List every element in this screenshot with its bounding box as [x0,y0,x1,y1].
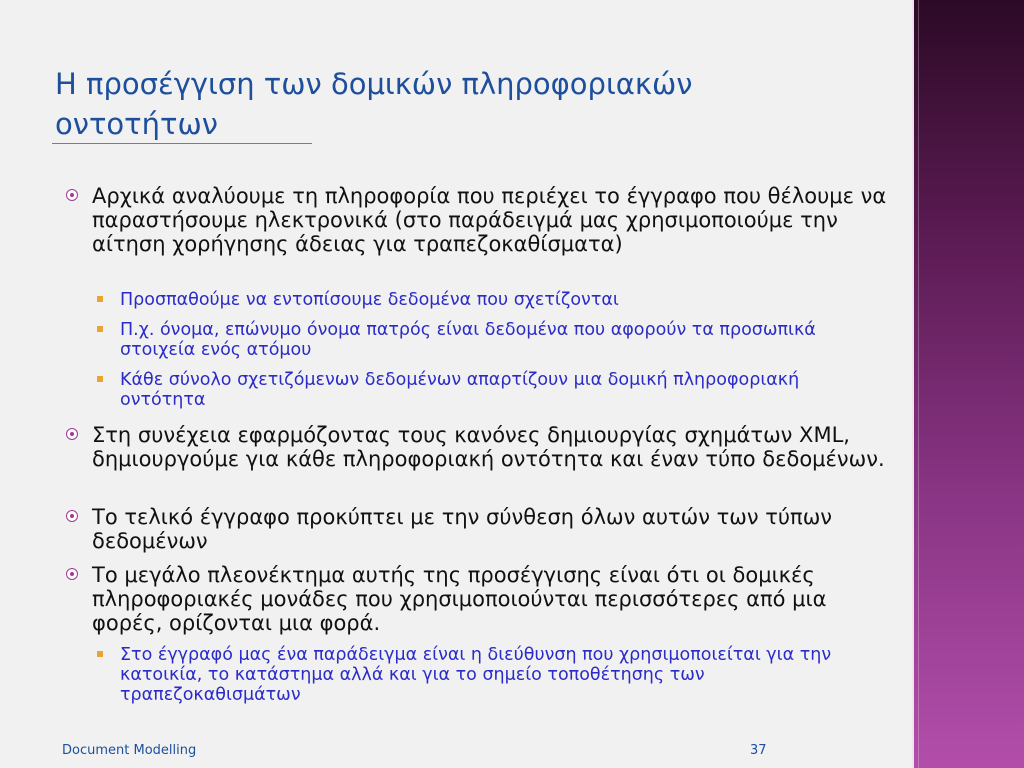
sub-bullet-item [120,290,880,310]
circle-bullet-icon [66,568,78,580]
square-bullet-icon [97,376,103,382]
bullet-item [92,423,892,471]
bullet-text: Το μεγάλο πλεονέκτημα αυτής της προσέγγισης είναι ότι οι δομικές πληροφοριακές μονάδες που χρησιμοποιούνται περισσότερες από μια φορές, ορίζονται μια φορά. [92,563,827,635]
square-bullet-icon [97,296,103,302]
sub-bullet-item [120,370,880,410]
square-bullet-icon [97,651,103,657]
page-number: 37 [750,743,767,758]
sub-bullet-text: Κάθε σύνολο σχετιζόμενων δεδομένων απαρτίζουν μια δομική πληροφοριακή οντότητα [120,370,800,410]
circle-bullet-icon [66,189,78,201]
circle-bullet-icon [66,510,78,522]
sub-bullet-text: Π.χ. όνομα, επώνυμο όνομα πατρός είναι δεδομένα που αφορούν τα προσωπικά στοιχεία ενός ατόμου [120,320,816,360]
bullet-text: Αρχικά αναλύουμε τη πληροφορία που περιέχει το έγγραφο που θέλουμε να παραστήσουμε ηλεκτρονικά (στο παράδειγμά μας χρησιμοποιούμε την αίτηση χορήγησης άδειας για τραπεζοκαθίσματα) [92,184,887,256]
bullet-item [92,505,892,553]
footer-title: Document Modelling [62,743,197,758]
sub-bullet-item [120,645,880,705]
sub-bullet-text: Προσπαθούμε να εντοπίσουμε δεδομένα που σχετίζονται [120,290,619,310]
bullet-item [92,563,892,635]
circle-bullet-icon [66,428,78,440]
bullet-text: Στη συνέχεια εφαρμόζοντας τους κανόνες δημιουργίας σχημάτων XML, δημιουργούμε για κάθε πληροφοριακή οντότητα και έναν τύπο δεδομένων. [92,423,885,471]
slide-title-line-2: οντοτήτων [55,107,218,141]
decorative-side-band [912,0,1024,768]
bullet-item [92,184,892,256]
sub-bullet-item [120,320,880,360]
bullet-text: Το τελικό έγγραφο προκύπτει με την σύνθεση όλων αυτών των τύπων δεδομένων [92,505,833,553]
slide-title-line-1: Η προσέγγιση των δομικών πληροφοριακών [55,67,693,101]
square-bullet-icon [97,326,103,332]
sub-bullet-text: Στο έγγραφό μας ένα παράδειγμα είναι η διεύθυνση που χρησιμοποιείται για την κατοικία, το κατάστημα αλλά και για το σημείο τοποθέτησης των τραπεζοκαθισμάτων [120,645,832,705]
